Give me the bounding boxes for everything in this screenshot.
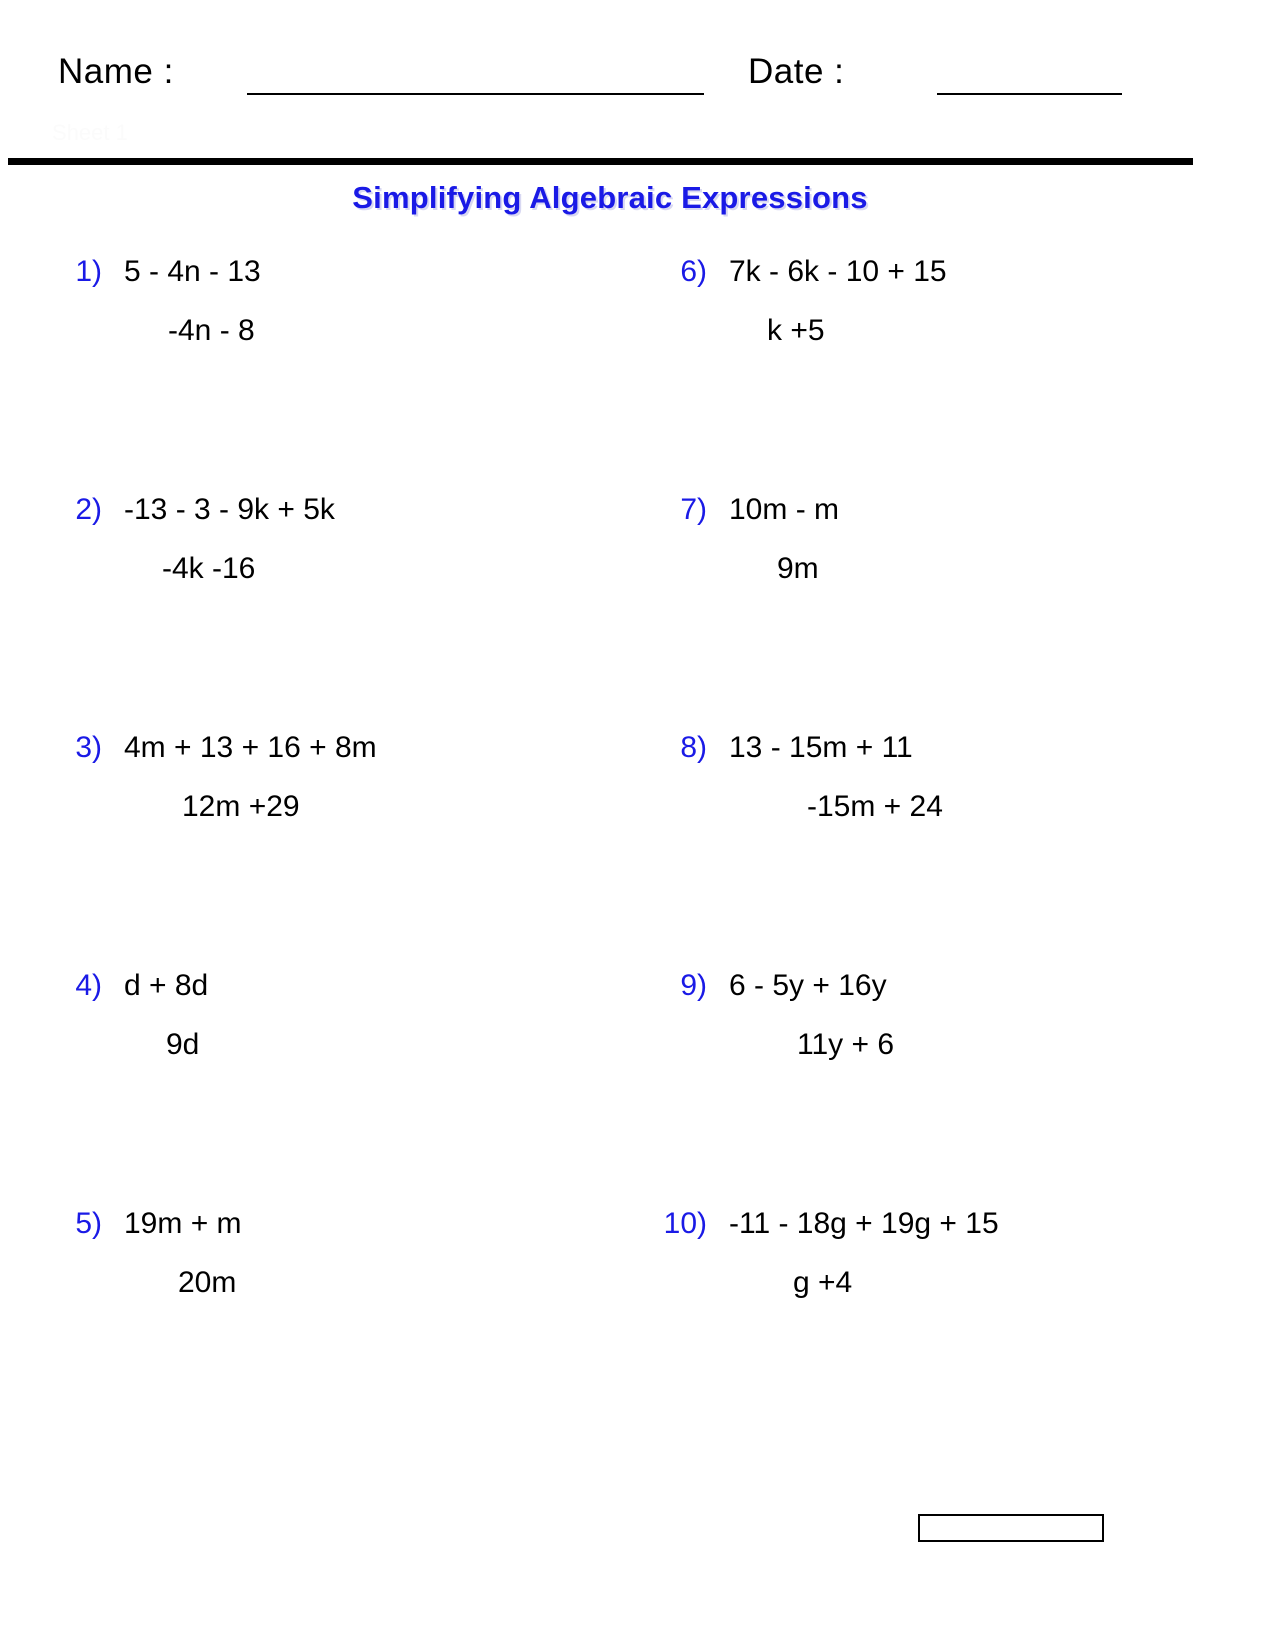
problem-number: 10) bbox=[663, 1207, 707, 1240]
problem-answer[interactable]: 9m bbox=[777, 552, 819, 585]
problem-item bbox=[40, 969, 640, 1207]
problem-statement bbox=[645, 493, 1245, 527]
problem-expression: 7k - 6k - 10 + 15 bbox=[729, 255, 947, 288]
problem-answer[interactable]: 11y + 6 bbox=[797, 1028, 895, 1061]
problem-number: 1) bbox=[75, 255, 102, 288]
problem-item bbox=[40, 1207, 640, 1445]
problem-statement bbox=[40, 731, 640, 765]
problem-item bbox=[645, 1207, 1245, 1445]
problems-column-right bbox=[645, 255, 1245, 1445]
problem-statement bbox=[645, 731, 1245, 765]
problem-item bbox=[40, 493, 640, 731]
problem-expression: 4m + 13 + 16 + 8m bbox=[124, 731, 377, 764]
problem-item bbox=[40, 255, 640, 493]
problem-expression: 5 - 4n - 13 bbox=[124, 255, 261, 288]
problem-answer[interactable]: k +5 bbox=[767, 314, 825, 347]
problem-statement bbox=[645, 255, 1245, 289]
faint-sheet-mark: Sheet 1 bbox=[52, 120, 128, 145]
problem-number: 6) bbox=[680, 255, 707, 288]
problem-answer[interactable]: 9d bbox=[166, 1028, 200, 1061]
page-title: Simplifying Algebraic Expressions bbox=[352, 180, 868, 215]
problem-answer[interactable]: 20m bbox=[178, 1266, 237, 1299]
problem-expression: 10m - m bbox=[729, 493, 840, 526]
problem-item bbox=[645, 255, 1245, 493]
header-divider-highlight bbox=[8, 155, 1193, 158]
problem-number: 3) bbox=[75, 731, 102, 764]
problem-expression: -11 - 18g + 19g + 15 bbox=[729, 1207, 999, 1240]
problem-statement bbox=[645, 1207, 1245, 1241]
problem-number: 8) bbox=[680, 731, 707, 764]
date-write-line[interactable] bbox=[937, 93, 1122, 95]
problem-answer[interactable]: -4k -16 bbox=[162, 552, 256, 585]
problem-number: 5) bbox=[75, 1207, 102, 1240]
problem-number: 2) bbox=[75, 493, 102, 526]
problem-number: 7) bbox=[680, 493, 707, 526]
problem-expression: 13 - 15m + 11 bbox=[729, 731, 913, 764]
problem-statement bbox=[40, 493, 640, 527]
problems-column-left bbox=[40, 255, 640, 1445]
problem-item bbox=[645, 969, 1245, 1207]
name-write-line[interactable] bbox=[247, 93, 704, 95]
problem-number: 4) bbox=[75, 969, 102, 1002]
problem-statement bbox=[40, 969, 640, 1003]
problem-expression: -13 - 3 - 9k + 5k bbox=[124, 493, 335, 526]
footer-score-box[interactable] bbox=[918, 1514, 1104, 1542]
problem-number: 9) bbox=[680, 969, 707, 1002]
problem-answer[interactable]: 12m +29 bbox=[182, 790, 300, 823]
problem-statement bbox=[645, 969, 1245, 1003]
problem-expression: 19m + m bbox=[124, 1207, 242, 1240]
date-label: Date : bbox=[748, 52, 845, 91]
problem-item bbox=[645, 731, 1245, 969]
problem-statement bbox=[40, 1207, 640, 1241]
problem-expression: d + 8d bbox=[124, 969, 209, 1002]
problem-answer[interactable]: g +4 bbox=[793, 1266, 853, 1299]
problem-item bbox=[645, 493, 1245, 731]
problem-statement bbox=[40, 255, 640, 289]
problem-expression: 6 - 5y + 16y bbox=[729, 969, 887, 1002]
problem-item bbox=[40, 731, 640, 969]
worksheet-header bbox=[0, 0, 1275, 150]
name-label: Name : bbox=[58, 52, 174, 91]
problem-answer[interactable]: -4n - 8 bbox=[168, 314, 255, 347]
problem-answer[interactable]: -15m + 24 bbox=[807, 790, 943, 823]
